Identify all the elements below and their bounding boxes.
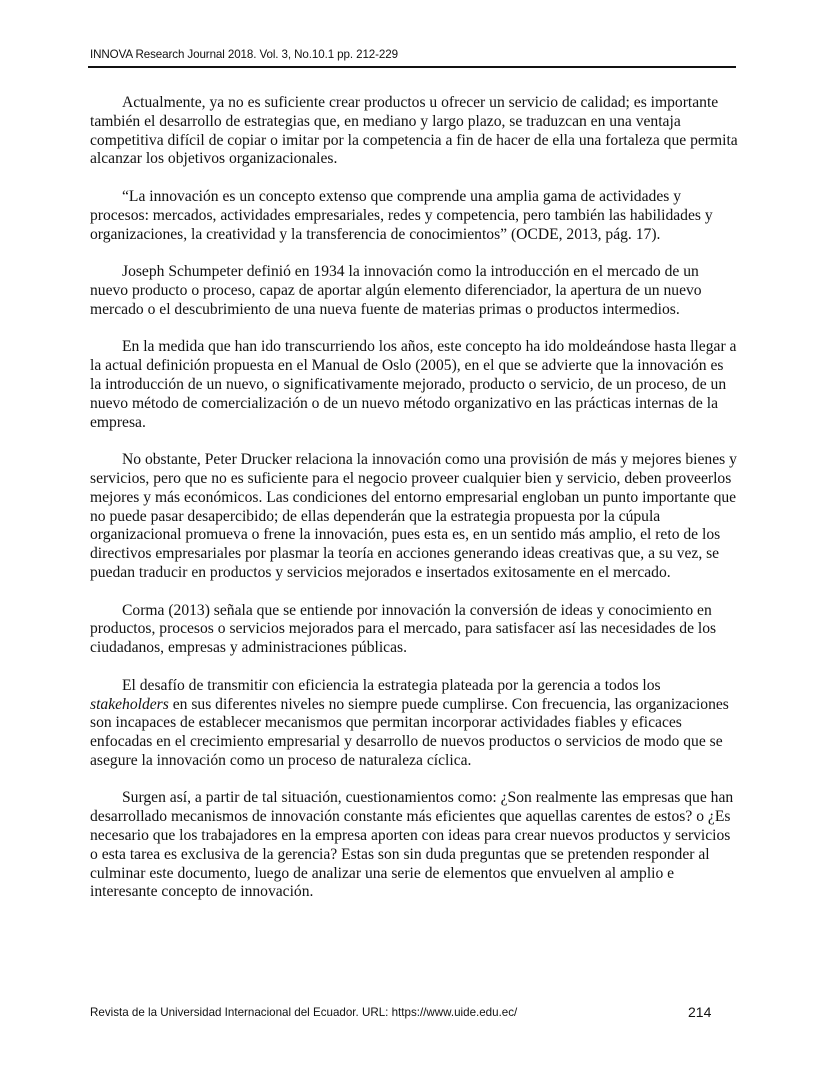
paragraph-2-oecd-quote: “La innovación es un concepto extenso que comprende una amplia gama de actividades y procesos: mercados, actividades empresariales, redes y competencia, pero también las habilidades y organizaciones, la creatividad y la transferencia de conocimientos” (OCDE, 2013, pág. 17). — [90, 187, 713, 243]
page-number: 214 — [688, 1004, 712, 1020]
paragraph-4-oslo-manual: En la medida que han ido transcurriendo los años, este concepto ha ido moldeándose hasta llegar a la actual definición propuesta en el Manual de Oslo (2005), en el que se advierte que la innovación es la introducción de un nuevo, o significativamente mejorado, producto o servicio, de un proceso, de un nuevo método de comercialización o de un nuevo método organizativo en las prácticas internas de la empresa. — [90, 338, 737, 431]
paragraph-7-text-before: El desafío de transmitir con eficiencia la estrategia plateada por la gerencia a todos los — [122, 676, 661, 694]
paragraph-6-corma: Corma (2013) señala que se entiende por innovación la conversión de ideas y conocimiento en productos, procesos o servicios mejorados para el mercado, para satisfacer así las necesidades de los ciudadanos, empresas y administraciones públicas. — [90, 601, 717, 657]
paragraph-1: Actualmente, ya no es suficiente crear productos u ofrecer un servicio de calidad; es importante también el desarrollo de estrategias que, en mediano y largo plazo, se traduzcan en una ventaja competitiva difícil de copiar o imitar por la competencia a fin de hacer de ella una fortaleza que permita alcanzar los objetivos organizacionales. — [90, 94, 738, 168]
footer-journal-info: Revista de la Universidad Internacional del Ecuador. URL: https://www.uide.edu.ec/ — [90, 1006, 518, 1019]
paragraph-7-text-after: en sus diferentes niveles no siempre puede cumplirse. Con frecuencia, las organizaciones son incapaces de establecer mecanismos que permitan incorporar actividades fiables y eficaces enfocadas en el crecimiento empresarial y desarrollo de nuevos productos o servicios de modo que se asegure la innovación como un proceso de naturaleza cíclica. — [90, 695, 729, 769]
running-header: INNOVA Research Journal 2018. Vol. 3, No.10.1 pp. 212-229 — [90, 48, 398, 61]
paragraph-5-drucker: No obstante, Peter Drucker relaciona la innovación como una provisión de más y mejores bienes y servicios, pero que no es suficiente para el negocio proveer cualquier bien y servicio, deben proveerlos mejores y más económicos. Las condiciones del entorno empresarial engloban un punto importante que no puede pasar desapercibido; de ellas dependerán que la estrategia propuesta por la cúpula organizacional promueva o frene la innovación, pues esta es, en un sentido más amplio, el reto de los directivos empresariales por plasmar la teoría en acciones generando ideas creativas que, a su vez, se puedan traducir en productos y servicios mejorados e insertados exitosamente en el mercado. — [90, 451, 737, 581]
paragraph-7-stakeholders — [90, 677, 738, 771]
paragraph-3-schumpeter: Joseph Schumpeter definió en 1934 la innovación como la introducción en el mercado de un nuevo producto o proceso, capaz de aportar algún elemento diferenciador, la apertura de un nuevo mercado o el descubrimiento de una nueva fuente de materias primas o productos intermedios. — [90, 263, 702, 318]
paragraph-8-questions: Surgen así, a partir de tal situación, cuestionamientos como: ¿Son realmente las empresas que han desarrollado mecanismos de innovación constante más eficientes que aquellas carentes de estos? o ¿Es necesario que los trabajadores en la empresa aporten con ideas para crear nuevos productos y servicios o esta tarea es exclusiva de la gerencia? Estas son sin duda preguntas que se pretenden responder al culminar este documento, luego de analizar una serie de elementos que envuelven al amplio e interesante concepto de innovación. — [90, 789, 734, 901]
stakeholders-italic-term: stakeholders — [90, 695, 169, 713]
header-divider — [88, 66, 736, 68]
article-body — [90, 94, 738, 921]
